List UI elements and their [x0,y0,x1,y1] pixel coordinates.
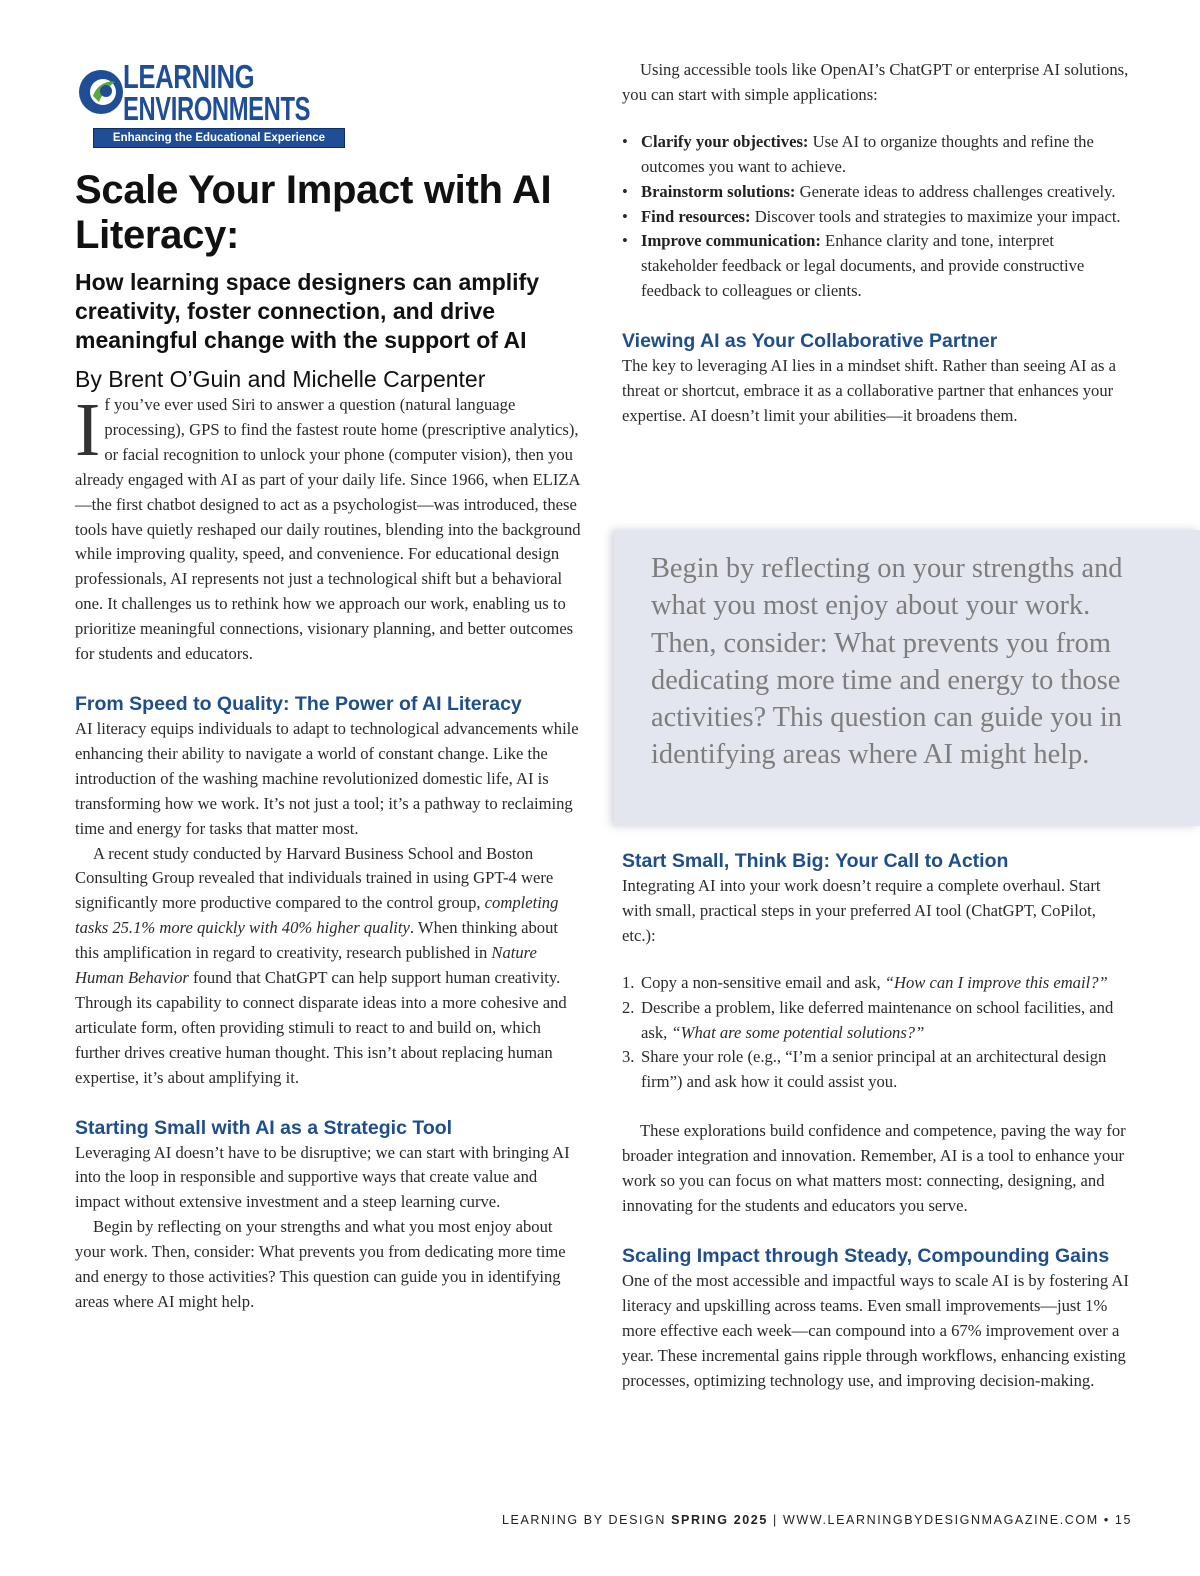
step-prompt: “What are some potential solutions?” [671,1022,925,1042]
footer-url: WWW.LEARNINGBYDESIGNMAGAZINE.COM [782,1513,1099,1527]
right-column-top [622,58,1132,429]
article-title: Scale Your Impact with AI Literacy: [75,168,552,257]
bullet-label: Brainstorm solutions: [641,181,796,201]
step-text: Copy a non-sensitive email and ask, [641,972,885,992]
list-item [622,130,1132,180]
right-column-bottom [622,848,1132,1393]
section2-paragraph-1: Leveraging AI doesn’t have to be disruptive; we can start with bringing AI into the loop in responsible and supportive ways that create value and impact without extensive investment and a steep learning curve. [75,1142,570,1212]
page-number: 15 [1114,1513,1132,1527]
section4-paragraph-1: Integrating AI into your work doesn’t require a complete overhaul. Start with small, practical steps in your preferred AI tool (ChatGPT, CoPilot, etc.): [622,876,1101,945]
step-number: 1. [622,972,635,992]
footer-issue: SPRING 2025 [671,1513,768,1527]
logo-wordmark-line1: LEARNING [123,58,255,95]
action-steps-list [622,971,1132,1096]
list-item [622,971,1132,996]
bullet-text: Generate ideas to address challenges creatively. [795,181,1116,201]
article-subtitle: How learning space designers can amplify creativity, foster connection, and drive meaningful change with the support of AI [75,269,539,353]
step-text: Describe a problem, like deferred maintenance on school facilities, and ask, [641,997,1114,1042]
step-number: 3. [622,1047,635,1067]
step-prompt: “How can I improve this email?” [884,972,1108,992]
bullet-text: Discover tools and strategies to maximize your impact. [750,206,1121,226]
bullet-icon: • [622,231,628,251]
bullet-text: Use AI to organize thoughts and refine the outcomes you want to achieve. [641,131,1094,176]
section5-paragraph-1: One of the most accessible and impactful ways to scale AI is by fostering AI literacy and upskilling across teams. Even small improvements—just 1% more effective each week—can compound into a 67% improvement over a year. These incremental gains ripple through workflows, enhancing existing processes, optimizing technology use, and improving decision-making. [622,1270,1129,1390]
section1-p2-text-b: . When thinking about this amplification in regard to creativity, research published in [75,918,559,963]
footer-bullet: • [1103,1513,1110,1527]
section1-paragraph-2 [75,842,585,1091]
intro-paragraph [75,388,585,667]
footer-magazine-name: LEARNING BY DESIGN [502,1513,667,1527]
section1-p2-journal: Nature Human Behavior [75,943,537,988]
section1-p2-text-a: A recent study conducted by Harvard Business School and Boston Consulting Group revealed that individuals trained in using GPT-4 were significantly more productive compared to the control group, [75,843,554,913]
list-item [622,996,1132,1046]
bullet-icon: • [622,206,628,226]
step-number: 2. [622,997,635,1017]
pull-quote-text: Begin by reflecting on your strengths and what you most enjoy about your work. Then, consider: What prevents you from dedicating more time and energy to those activities? This question can guide you in identifying areas where AI might help. [651,553,1123,771]
right-intro-paragraph: Using accessible tools like OpenAI’s ChatGPT or enterprise AI solutions, you can start with simple applications: [622,60,1129,104]
left-column [75,58,585,1315]
section1-p2-text-c: found that ChatGPT can help support human creativity. Through its capability to connect disparate ideas into a more cohesive and articulate form, often providing stimuli to react to and build on, which further drives creative human thought. This isn’t about replacing human expertise, it’s about amplifying it. [75,968,567,1087]
article-byline: By Brent O’Guin and Michelle Carpenter [75,366,486,392]
section-heading-collaborative-partner: Viewing AI as Your Collaborative Partner [622,330,998,353]
intro-text: f you’ve ever used Siri to answer a question (natural language processing), GPS to find the fastest route home (prescriptive analytics), or facial recognition to unlock your phone (computer vision), then you already engaged with AI as part of your daily life. Since 1966, when ELIZA—the first chatbot designed to act as a psychologist—was introduced, these tools have quietly reshaped our daily routines, blending into the background while improving quality, speed, and convenience. For educational design professionals, AI represents not just a technological shift but a behavioral one. It challenges us to rethink how we approach our work, enabling us to prioritize meaningful connections, visionary planning, and better outcomes for students and educators. [75,395,581,664]
drop-cap: I [75,388,101,472]
list-item [622,180,1132,205]
section1-p2-emphasis: completing tasks 25.1% more quickly with 40% higher quality [75,893,559,938]
step-text: Share your role (e.g., “I’m a senior principal at an architectural design firm”) and ask how it could assist you. [641,1047,1107,1092]
logo-wordmark-line2: ENVIRONMENTS [123,90,311,127]
magazine-logo [75,58,345,150]
bullet-icon: • [622,181,628,201]
bullet-label: Find resources: [641,206,751,226]
list-item [622,229,1132,304]
section3-paragraph-1: The key to leveraging AI lies in a mindset shift. Rather than seeing AI as a threat or shortcut, embrace it as a collaborative partner that enhances your expertise. AI doesn’t limit your abilities—it broadens them. [622,356,1116,425]
section-heading-compounding-gains: Scaling Impact through Steady, Compounding Gains [622,1244,1110,1267]
bullet-label: Improve communication: [641,231,821,251]
section-heading-call-to-action: Start Small, Think Big: Your Call to Action [622,850,1009,872]
pull-quote-box [614,530,1200,826]
section-heading-speed-to-quality: From Speed to Quality: The Power of AI Literacy [75,692,522,715]
logo-tagline: Enhancing the Educational Experience [93,128,345,148]
section1-paragraph-1: AI literacy equips individuals to adapt to technological advancements while enhancing their ability to navigate a world of constant change. Like the introduction of the washing machine revolutionized domestic life, AI is transforming how we work. It’s not just a tool; it’s a pathway to reclaiming time and energy for tasks that matter most. [75,718,579,838]
page-footer [502,1513,1132,1527]
section-heading-starting-small: Starting Small with AI as a Strategic Tool [75,1116,453,1139]
bullet-text: Enhance clarity and tone, interpret stakeholder feedback or legal documents, and provide constructive feedback to colleagues or clients. [641,231,1085,301]
list-item [622,205,1132,230]
application-bullet-list [622,130,1132,304]
bullet-icon: • [622,131,628,151]
footer-separator: | [773,1513,778,1527]
section2-paragraph-2: Begin by reflecting on your strengths and what you most enjoy about your work. Then, consider: What prevents you from dedicating more time and energy to those activities? This question can guide you in identifying areas where AI might help. [75,1217,566,1311]
bullet-label: Clarify your objectives: [641,131,809,151]
section4-paragraph-2: These explorations build confidence and competence, paving the way for broader integration and innovation. Remember, AI is a tool to enhance your work so you can focus on what matters most: connecting, designing, and innovating for the students and educators you serve. [622,1121,1126,1215]
list-item [622,1045,1132,1095]
